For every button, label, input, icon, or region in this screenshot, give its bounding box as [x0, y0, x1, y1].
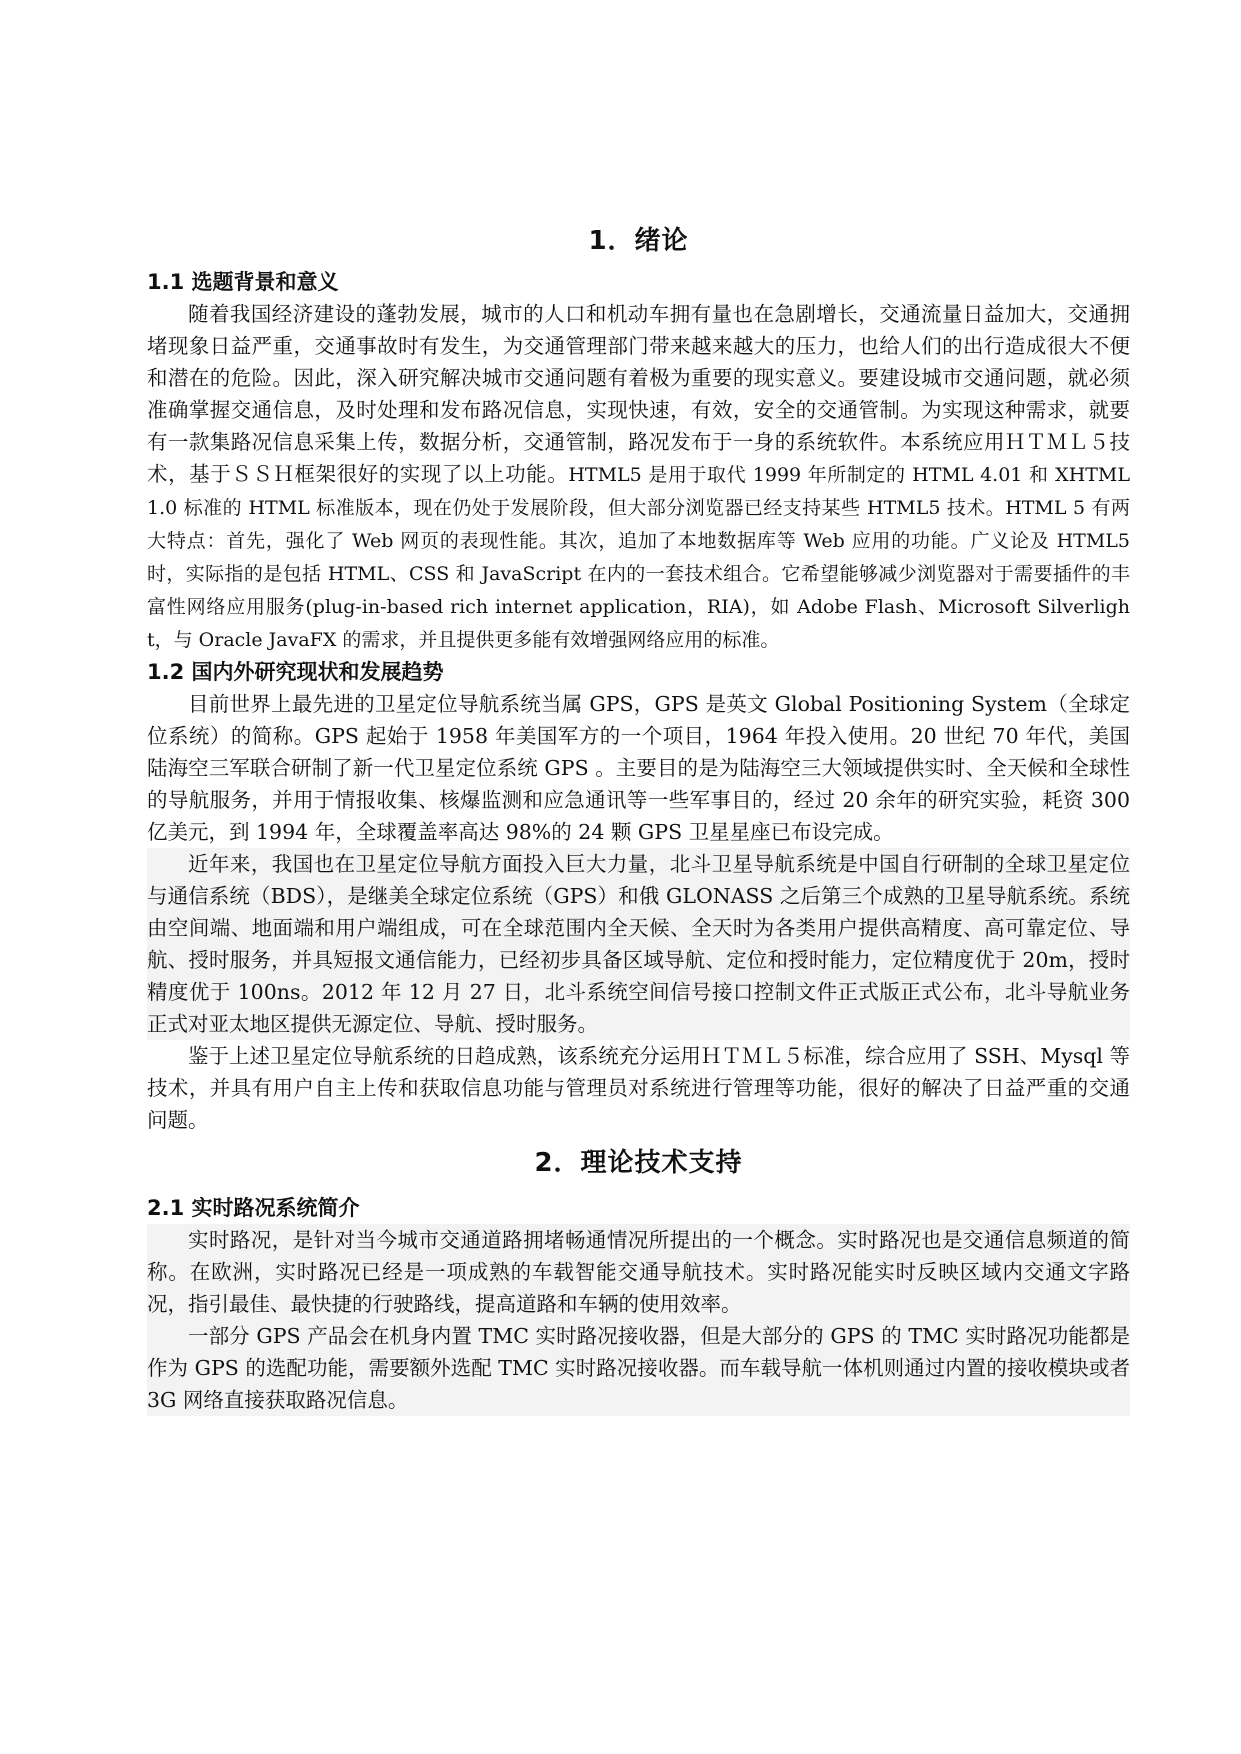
section-1-2-heading: 1.2 国内外研究现状和发展趋势 — [147, 660, 444, 684]
section-2-1-paragraph-1: 实时路况，是针对当今城市交通道路拥堵畅通情况所提出的一个概念。实时路况也是交通信息频道的简称。在欧洲，实时路况已经是一项成熟的车载智能交通导航技术。实时路况能实时反映区域内交通文字路况，指引最佳、最快捷的行驶路线，提高道路和车辆的使用效率。 — [147, 1224, 1130, 1320]
section-2-1-paragraph-2: 一部分 GPS 产品会在机身内置 TMC 实时路况接收器，但是大部分的 GPS 的 TMC 实时路况功能都是作为 GPS 的选配功能，需要额外选配 TMC 实时路况接收器。而车载导航一体机则通过内置的接收模块或者 3G 网络直接获取路况信息。 — [147, 1320, 1130, 1416]
document-page — [147, 222, 1130, 1416]
section-1-1-paragraph-1-text: 随着我国经济建设的蓬勃发展，城市的人口和机动车拥有量也在急剧增长，交通流量日益加大，交通拥堵现象日益严重，交通事故时有发生，为交通管理部门带来越来越大的压力，也给人们的出行造成很大不便和潜在的危险。因此，深入研究解决城市交通问题有着极为重要的现实意义。要建设城市交通问题，就必须准确掌握交通信息，及时处理和发布路况信息，实现快速，有效，安全的交通管制。为实现这种需求，就要有一款集路况信息采集上传，数据分析，交通管制，路况发布于一身的系统软件。本系统应用ＨＴＭＬ５技术，基于ＳＳＨ框架很好的实现了以上功能。 — [147, 302, 1130, 486]
section-1-1-paragraph-1-html5-text: HTML5 是用于取代 1999 年所制定的 HTML 4.01 和 XHTML 1.0 标准的 HTML 标准版本，现在仍处于发展阶段，但大部分浏览器已经支持某些 HTML5 技术。HTML 5 有两大特点：首先，强化了 Web 网页的表现性能。其次，追加了本地数据库等 Web 应用的功能。广义论及 HTML5 时，实际指的是包括 HTML、CSS 和 JavaScript 在内的一套技术组合。它希望能够减少浏览器对于需要插件的丰富性网络应用服务(plug-in-based rich internet application，RIA)，如 Adobe Flash、Microsoft Silverlight，与 Oracle JavaFX 的需求，并且提供更多能有效增强网络应用的标准。 — [147, 464, 1131, 651]
chapter-1-title: 1．绪论 — [588, 226, 689, 256]
section-2-1-heading: 2.1 实时路况系统简介 — [147, 1196, 360, 1220]
section-1-1-paragraph-1 — [147, 298, 1130, 656]
section-1-1-heading: 1.1 选题背景和意义 — [147, 270, 339, 294]
section-1-2-paragraph-2: 近年来，我国也在卫星定位导航方面投入巨大力量，北斗卫星导航系统是中国自行研制的全球卫星定位与通信系统（BDS），是继美全球定位系统（GPS）和俄 GLONASS 之后第三个成熟的卫星导航系统。系统由空间端、地面端和用户端组成，可在全球范围内全天候、全天时为各类用户提供高精度、高可靠定位、导航、授时服务，并具短报文通信能力，已经初步具备区域导航、定位和授时能力，定位精度优于 20m，授时精度优于 100ns。2012 年 12 月 27 日，北斗系统空间信号接口控制文件正式版正式公布，北斗导航业务正式对亚太地区提供无源定位、导航、授时服务。 — [147, 848, 1130, 1040]
section-1-2-paragraph-1: 目前世界上最先进的卫星定位导航系统当属 GPS，GPS 是英文 Global Positioning System（全球定位系统）的简称。GPS 起始于 1958 年美国军方的一个项目，1964 年投入使用。20 世纪 70 年代，美国陆海空三军联合研制了新一代卫星定位系统 GPS 。主要目的是为陆海空三大领域提供实时、全天候和全球性的导航服务，并用于情报收集、核爆监测和应急通讯等一些军事目的，经过 20 余年的研究实验，耗资 300 亿美元，到 1994 年，全球覆盖率高达 98%的 24 颗 GPS 卫星星座已布设完成。 — [147, 692, 1130, 844]
section-1-2-paragraph-3: 鉴于上述卫星定位导航系统的日趋成熟，该系统充分运用ＨＴＭＬ５标准，综合应用了 SSH、Mysql 等技术，并具有用户自主上传和获取信息功能与管理员对系统进行管理等功能，很好的解决了日益严重的交通问题。 — [147, 1044, 1130, 1132]
chapter-2-title: 2．理论技术支持 — [534, 1148, 743, 1178]
